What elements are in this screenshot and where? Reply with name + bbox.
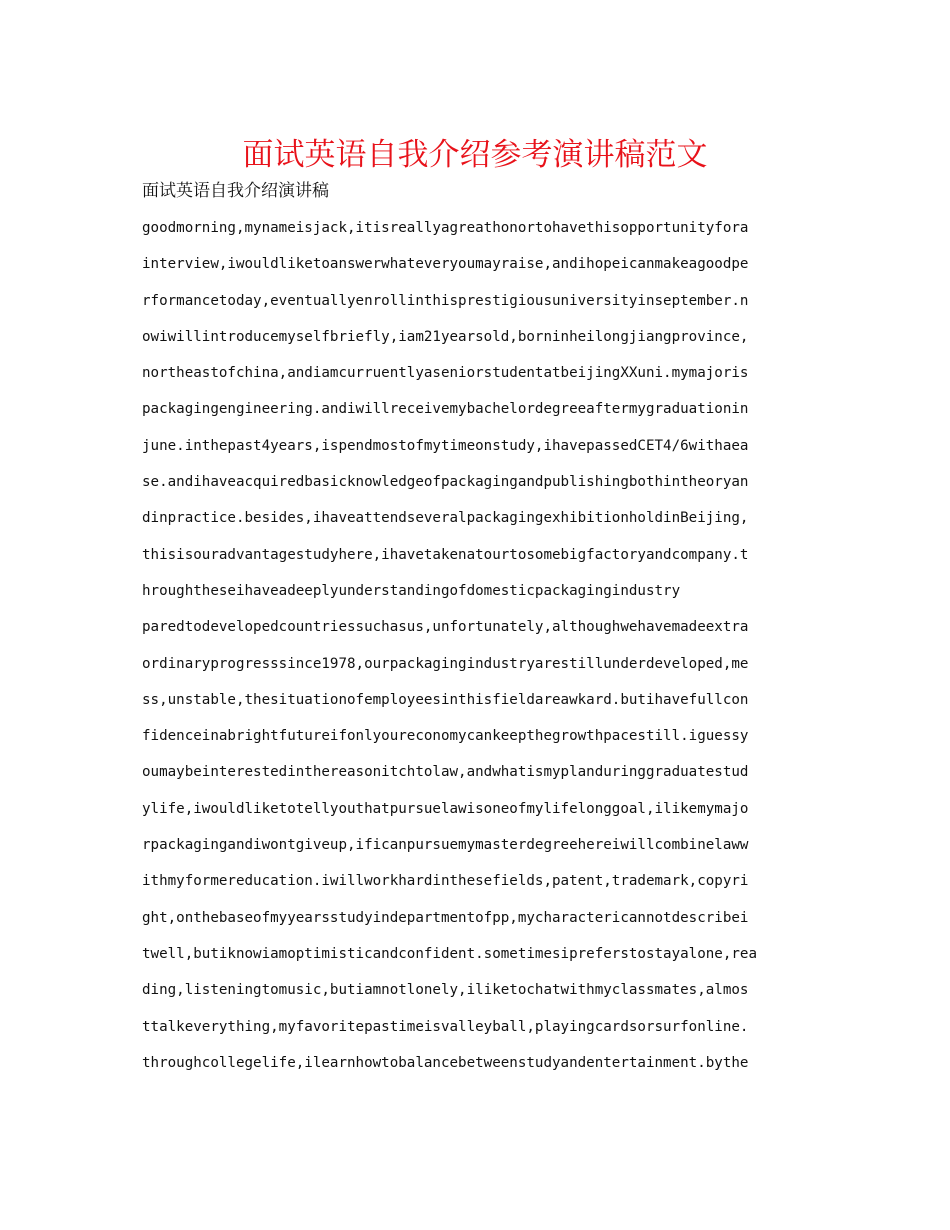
body-line: ylife,iwouldliketotellyouthatpursuelawisoneofmylifelonggoal,ilikemymajo — [142, 800, 749, 817]
body-line: se.andihaveacquiredbasicknowledgeofpackagingandpublishingbothintheoryan — [142, 474, 749, 491]
body-line: thisisouradvantagestudyhere,ihavetakenatourtosomebigfactoryandcompany.t — [142, 546, 749, 563]
body-line: fidenceinabrightfutureifonlyoureconomycankeepthegrowthpacestill.iguessy — [142, 728, 749, 745]
body-line: owiwillintroducemyselfbriefly,iam21yearsold,borninheilongjiangprovince, — [142, 328, 749, 345]
body-line: rformancetoday,eventuallyenrollinthisprestigiousuniversityinseptember.n — [142, 292, 749, 309]
document-subtitle: 面试英语自我介绍演讲稿 — [142, 181, 329, 201]
body-line: ght,onthebaseofmyyearsstudyindepartmentofpp,mycharactericannotdescribei — [142, 909, 749, 926]
body-line: june.inthepast4years,ispendmostofmytimeonstudy,ihavepassedCET4/6withaea — [142, 437, 749, 454]
body-line: hroughtheseihaveadeeplyunderstandingofdomesticpackagingindustry — [142, 582, 681, 599]
body-line: ordinaryprogresssince1978,ourpackagingindustryarestillunderdeveloped,me — [142, 655, 749, 672]
body-line: interview,iwouldliketoanswerwhateveryoumayraise,andihopeicanmakeagoodpe — [142, 256, 749, 273]
body-line: ding,listeningtomusic,butiamnotlonely,iliketochatwithmyclassmates,almos — [142, 982, 749, 999]
document-title: 面试英语自我介绍参考演讲稿范文 — [242, 137, 708, 173]
body-line: dinpractice.besides,ihaveattendseveralpackagingexhibitionholdinBeijing, — [142, 510, 749, 527]
body-line: twell,butiknowiamoptimisticandconfident.sometimesipreferstostayalone,rea — [142, 945, 757, 962]
body-line: northeastofchina,andiamcurruentlyaseniorstudentatbeijingXXuni.mymajoris — [142, 365, 749, 382]
body-line: oumaybeinterestedinthereasonitchtolaw,andwhatismyplanduringgraduatestud — [142, 764, 749, 781]
body-line: ttalkeverything,myfavoritepastimeisvalleyball,playingcardsorsurfonline. — [142, 1018, 749, 1035]
body-line: throughcollegelife,ilearnhowtobalancebetweenstudyandentertainment.bythe — [142, 1054, 749, 1071]
body-line: ss,unstable,thesituationofemployeesinthisfieldareawkard.butihavefullcon — [142, 691, 749, 708]
body-line: packagingengineering.andiwillreceivemybachelordegreeaftermygraduationin — [142, 401, 749, 418]
document-body — [142, 210, 812, 1081]
body-line: goodmorning,mynameisjack,itisreallyagreathonortohavethisopportunityfora — [142, 220, 749, 236]
body-line: rpackagingandiwontgiveup,ificanpursuemymasterdegreehereiwillcombinelaww — [142, 837, 749, 854]
body-line: paredtodevelopedcountriessuchasus,unfortunately,althoughwehavemadeextra — [142, 619, 749, 636]
body-line: ithmyformereducation.iwillworkhardinthesefields,patent,trademark,copyri — [142, 873, 749, 890]
